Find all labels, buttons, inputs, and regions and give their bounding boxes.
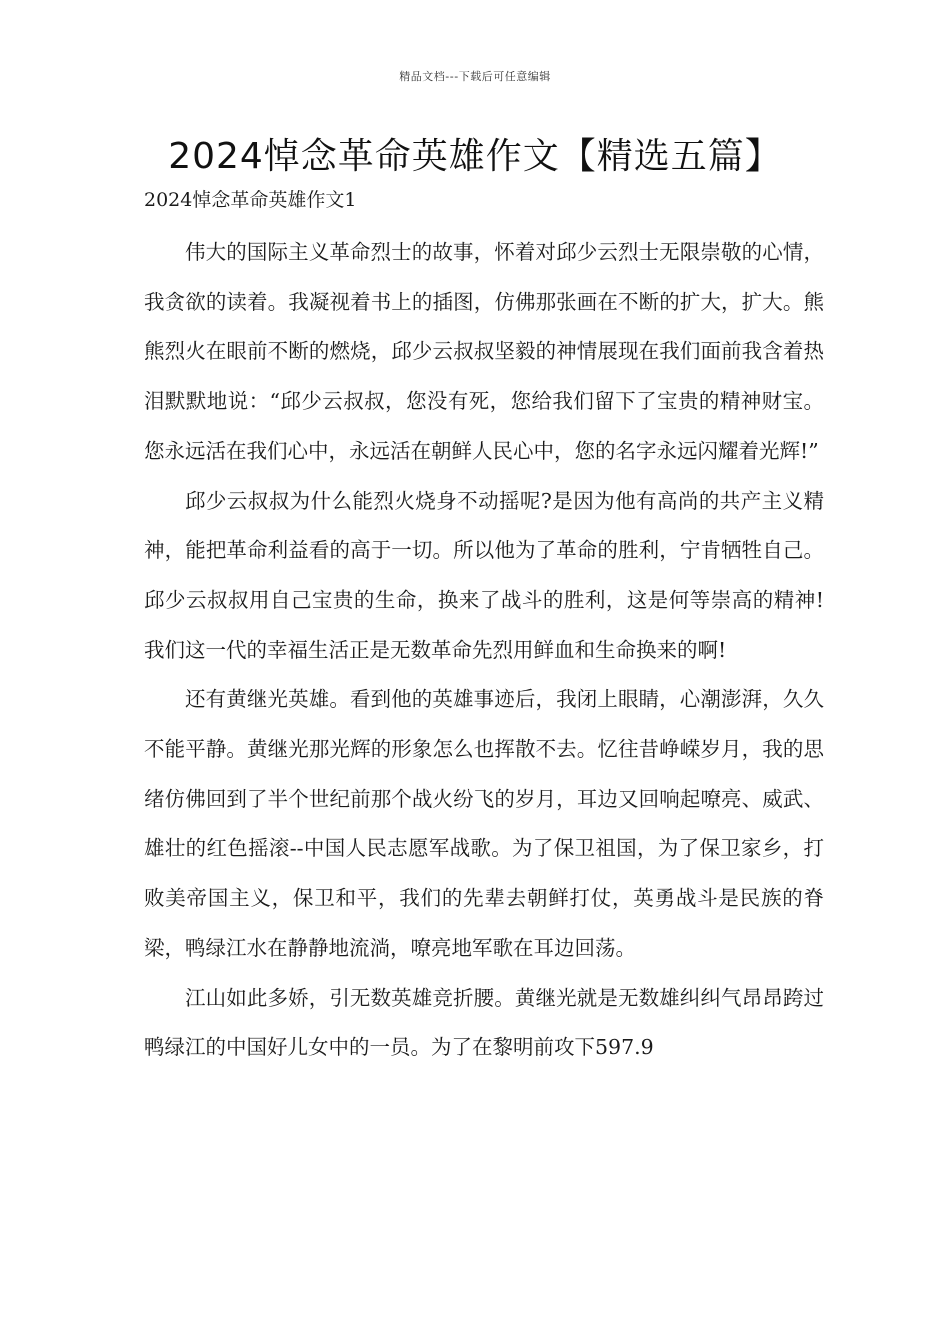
paragraph: 伟大的国际主义革命烈士的故事，怀着对邱少云烈士无限崇敬的心情，我贪欲的读着。我凝视着书上的插图，仿佛那张画在不断的扩大，扩大。熊熊烈火在眼前不断的燃烧，邱少云叔叔坚毅的神情展现在我们面前我含着热泪默默地说：“邱少云叔叔，您没有死，您给我们留下了宝贵的精神财宝。您永远活在我们心中，永远活在朝鲜人民心中，您的名字永远闪耀着光辉!” — [144, 240, 824, 463]
essay-body — [144, 228, 824, 1073]
document-title: 2024悼念革命英雄作文【精选五篇】 — [168, 136, 782, 177]
paragraph: 邱少云叔叔为什么能烈火烧身不动摇呢?是因为他有高尚的共产主义精神，能把革命利益看的高于一切。所以他为了革命的胜利，宁肯牺牲自己。邱少云叔叔用自己宝贵的生命，换来了战斗的胜利，这是何等崇高的精神!我们这一代的幸福生活正是无数革命先烈用鲜血和生命换来的啊! — [144, 488, 824, 662]
paragraph: 江山如此多娇，引无数英雄竞折腰。黄继光就是无数雄纠纠气昂昂跨过鸭绿江的中国好儿女中的一员。为了在黎明前攻下597.9 — [144, 985, 824, 1060]
header-note: 精品文档---下载后可任意编辑 — [399, 70, 551, 83]
paragraph: 还有黄继光英雄。看到他的英雄事迹后，我闭上眼睛，心潮澎湃，久久不能平静。黄继光那光辉的形象怎么也挥散不去。忆往昔峥嵘岁月，我的思绪仿佛回到了半个世纪前那个战火纷飞的岁月，耳边又回响起嘹亮、威武、雄壮的红色摇滚--中国人民志愿军战歌。为了保卫祖国，为了保卫家乡，打败美帝国主义，保卫和平，我们的先辈去朝鲜打仗，英勇战斗是民族的脊梁，鸭绿江水在静静地流淌，嘹亮地军歌在耳边回荡。 — [144, 687, 824, 960]
section-heading: 2024悼念革命英雄作文1 — [144, 189, 357, 211]
